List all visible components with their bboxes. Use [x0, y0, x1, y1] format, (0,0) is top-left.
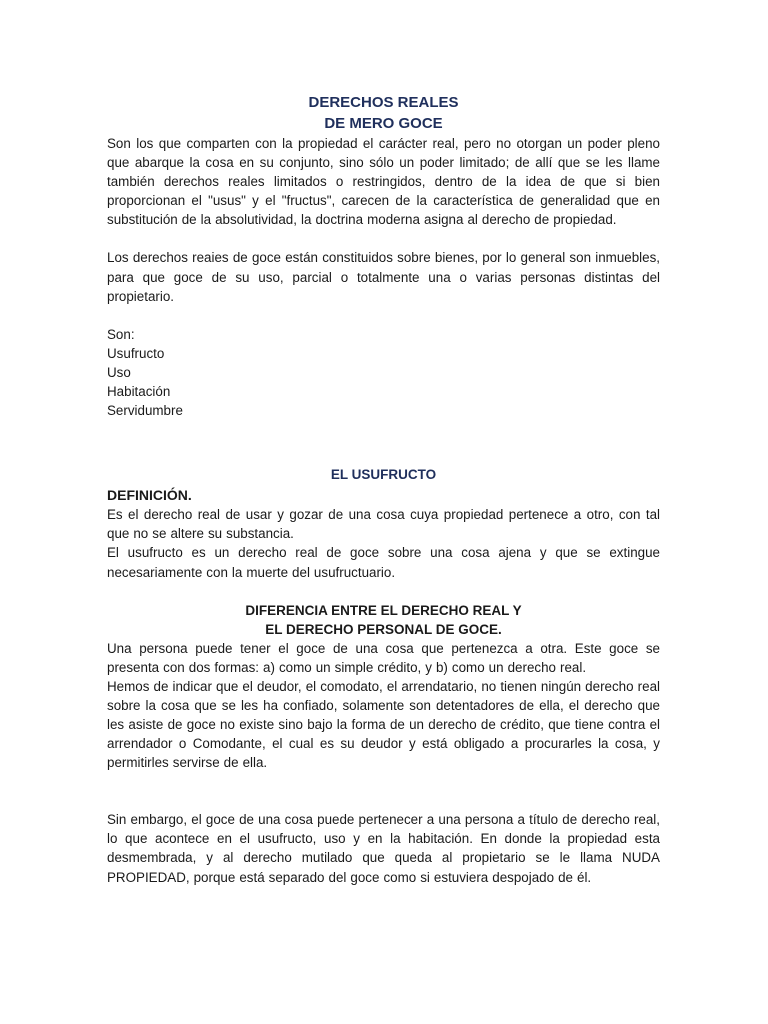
spacer — [107, 229, 660, 248]
list-item-usufructo: Usufructo — [107, 345, 165, 361]
paragraph-usufructo-definicion: Es el derecho real de usar y gozar de una cosa cuya propiedad pertenece a otro, con tal que no se altere su substancia. — [107, 507, 660, 542]
paragraph-goce-dos-formas: Una persona puede tener el goce de una cosa que pertenezca a otra. Este goce se presenta con dos formas: a) como un simple crédito, y b) como un derecho real. — [107, 640, 660, 675]
list-item-uso: Uso — [107, 364, 131, 380]
paragraph-definicion-derechos-reales: Son los que comparten con la propiedad el carácter real, pero no otorgan un poder pleno que abarque la cosa en su conjunto, sino sólo un poder limitado; de allí que se les llame también derechos reales limitados o restringidos, dentro de la idea de que si bien proporcionan el "usus" y el "fructus", carecen de la característica de generalidad que en substitución de la absolutividad, la doctrina moderna asigna al derecho de propiedad. — [107, 136, 660, 228]
paragraph-nuda-propiedad: Sin embargo, el goce de una cosa puede pertenecer a una persona a título de derecho real, lo que acontece en el usufructo, uso y en la habitación. En donde la propiedad esta desmembrada, y al derecho mutilado que queda al propietario se le llama NUDA PROPIEDAD, porque está separado del goce como si estuviera despojado de él. — [107, 812, 660, 885]
spacer — [107, 582, 660, 601]
spacer — [107, 420, 660, 464]
title-derechos-reales: DERECHOS REALES — [308, 94, 459, 111]
list-item-habitacion: Habitación — [107, 384, 171, 400]
spacer — [107, 772, 660, 810]
document-page — [107, 92, 660, 887]
subhead-definicion: DEFINICIÓN. — [107, 487, 192, 504]
title-diferencia-line2: EL DERECHO PERSONAL DE GOCE. — [265, 621, 502, 637]
title-de-mero-goce: DE MERO GOCE — [324, 115, 443, 132]
paragraph-derechos-reales-goce: Los derechos reaies de goce están constituidos sobre bienes, por lo general son inmuebles, para que goce de su uso, parcial o totalmente una o varias personas distintas del propietario. — [107, 250, 660, 304]
paragraph-detentadores: Hemos de indicar que el deudor, el comodato, el arrendatario, no tienen ningún derecho real sobre la cosa que se les ha confiado, solamente son detentadores de ella, el derecho que les asiste de goce no existe sino bajo la forma de un derecho de crédito, que tiene contra el arrendador o Comodante, el cual es su deudor y está obligado a procurarles la cosa, y permitirles servirse de ella. — [107, 678, 660, 771]
title-el-usufructo: EL USUFRUCTO — [330, 467, 437, 483]
list-item-servidumbre: Servidumbre — [107, 403, 183, 419]
spacer — [107, 306, 660, 325]
list-intro: Son: — [107, 326, 135, 342]
title-diferencia-line1: DIFERENCIA ENTRE EL DERECHO REAL Y — [245, 602, 522, 618]
paragraph-usufructo-extincion: El usufructo es un derecho real de goce sobre una cosa ajena y que se extingue necesariamente con la muerte del usufructuario. — [107, 545, 660, 580]
